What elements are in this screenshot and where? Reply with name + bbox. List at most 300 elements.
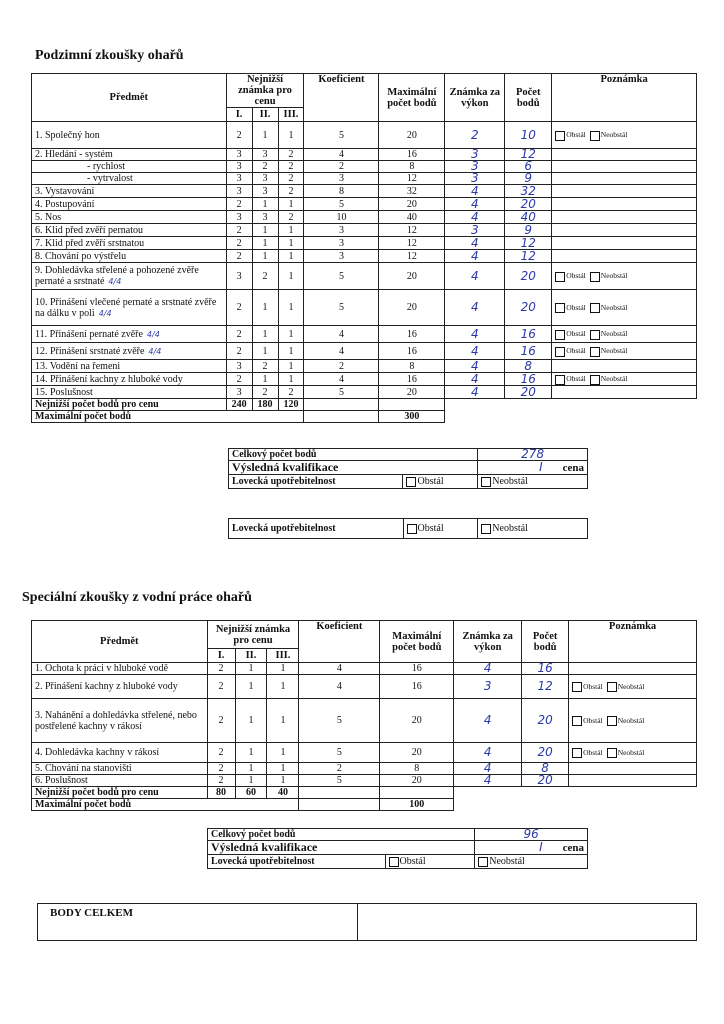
obstal-label: Obstál [583,715,603,725]
cell-g2: 3 [252,211,278,224]
points-cell[interactable]: 20 [505,263,552,290]
cell-max: 8 [379,360,445,373]
note-cell [552,250,697,263]
grade-cell[interactable]: 4 [454,663,522,675]
cell-max: 8 [380,763,454,775]
cell-g3: 1 [278,343,304,360]
neobstal-label: Neobstál [492,476,528,487]
subject-label: 4. Postupování [35,198,95,210]
cell-g1: 2 [226,290,252,326]
grade-cell[interactable]: 4 [454,743,522,763]
grade-cell[interactable]: 4 [445,326,505,343]
note-neobstal[interactable] [607,716,645,725]
cell-max: 16 [379,373,445,386]
checkbox-icon[interactable] [481,477,491,487]
grade-cell[interactable]: 3 [445,173,505,185]
water-summary [207,828,588,869]
cell-g3: 1 [278,198,304,211]
points-cell[interactable]: 16 [505,373,552,386]
note-cell [552,173,697,185]
header-prize-1: I. [226,108,252,122]
note-cell [552,386,697,399]
subject-label: 2. Hledání - systém [35,149,113,160]
checkbox-icon[interactable] [406,477,416,487]
checkbox-icon[interactable] [590,131,600,141]
points-cell[interactable]: 16 [505,326,552,343]
grade-cell[interactable]: 4 [454,763,522,775]
cell-g3: 2 [278,211,304,224]
header-max-points: Maximální počet bodů [380,621,454,663]
cell-max: 16 [380,675,454,699]
subject-label: 3. Nahánění a dohledávka střelené, nebo postřelené kachny v rákosí [35,709,197,732]
header-note: Poznámka [552,74,697,122]
checkbox-icon[interactable] [555,347,565,357]
header-coef: Koeficient [299,621,380,663]
points-cell[interactable]: 9 [505,173,552,185]
cell-g2: 1 [252,198,278,211]
subject-cell [32,290,227,326]
cell-g3: 1 [278,263,304,290]
body-celkem-value[interactable] [357,904,696,941]
cell-coef: 4 [299,663,380,675]
subject-label: 11. Přinášení pernaté zvěře [35,328,143,340]
subject-label: - rychlost [87,161,126,172]
cell-g1: 2 [226,326,252,343]
cell-coef: 4 [304,343,379,360]
neobstal-label: Neobstál [600,329,628,339]
points-cell[interactable]: 32 [505,185,552,198]
note-obstal[interactable] [555,329,586,338]
table-row [32,263,697,290]
autumn-hunt-box-2 [228,518,588,539]
grade-cell[interactable]: 2 [445,122,505,149]
subject-label: 12. Přinášení srstnaté zvěře [35,345,145,357]
note-neobstal[interactable] [590,271,628,280]
cell-g2: 1 [252,250,278,263]
cell-coef: 2 [304,161,379,173]
cell-g3: 1 [267,743,299,763]
water-title: Speciální zkoušky z vodní práce ohařů [22,590,252,605]
min-total-value: 80 [207,787,235,799]
note-obstal[interactable] [555,303,586,312]
obstal-label: Obstál [566,302,586,312]
checkbox-icon[interactable] [607,682,617,692]
table-row [32,224,697,237]
checkbox-icon[interactable] [590,330,600,340]
note-obstal[interactable] [555,374,586,383]
table-row [32,250,697,263]
body-celkem-box [37,903,697,941]
points-cell[interactable]: 20 [505,290,552,326]
autumn-qual-label: Výsledná kvalifikace [229,461,478,475]
table-row [32,198,697,211]
subject-cell [32,343,227,360]
cell-g3: 1 [267,763,299,775]
cell-g2: 1 [252,237,278,250]
checkbox-icon[interactable] [607,716,617,726]
cell-g2: 1 [252,122,278,149]
checkbox-icon[interactable] [555,131,565,141]
note-cell [552,122,697,149]
cell-coef: 5 [304,198,379,211]
points-cell[interactable]: 20 [522,743,569,763]
hunt-2-obstal[interactable] [403,519,478,539]
cell-g1: 3 [226,386,252,399]
obstal-label: Obstál [399,856,426,867]
table-row [32,290,697,326]
cell-max: 40 [379,211,445,224]
autumn-cena: cena [562,461,584,474]
table-row [32,360,697,373]
subject-cell [32,775,208,787]
note-neobstal[interactable] [590,303,628,312]
cell-max: 32 [379,185,445,198]
obstal-label: Obstál [566,374,586,384]
checkbox-icon[interactable] [481,524,491,534]
table-row [32,763,697,775]
points-cell[interactable]: 20 [522,775,569,787]
header-subject: Předmět [32,74,227,122]
body-celkem-label: BODY CELKEM [38,904,358,941]
cell-g3: 1 [278,326,304,343]
table-row [32,775,697,787]
cell-g3: 1 [278,373,304,386]
max-total-label: Maximální počet bodů [32,411,304,423]
cell-max: 20 [379,263,445,290]
note-obstal[interactable] [555,346,586,355]
table-row [32,326,697,343]
grade-cell[interactable]: 4 [445,343,505,360]
cell-g2: 1 [235,743,267,763]
cell-g1: 2 [207,743,235,763]
header-prize-3: III. [267,649,299,663]
points-cell[interactable]: 40 [505,211,552,224]
subject-label: 10. Přinášení vlečené pernaté a srstnaté zvěře na dálku v poli [35,296,217,319]
cell-g3: 1 [278,224,304,237]
cell-g1: 3 [226,185,252,198]
note-cell [569,675,697,699]
cell-g2: 2 [252,360,278,373]
cell-g3: 1 [267,775,299,787]
note-cell [552,343,697,360]
header-min-grade: Nejnižší známka pro cenu [226,74,304,108]
grade-cell[interactable]: 4 [445,250,505,263]
cell-g3: 2 [278,161,304,173]
subject-label: 7. Klid před zvěří srstnatou [35,237,145,249]
subject-cell [32,161,227,173]
points-cell[interactable]: 12 [522,675,569,699]
neobstal-label: Neobstál [617,715,645,725]
grade-cell[interactable]: 4 [454,699,522,743]
subject-label: 6. Poslušnost [35,775,88,786]
cell-g3: 1 [267,675,299,699]
grade-cell[interactable]: 4 [445,237,505,250]
table-row [32,237,697,250]
cell-coef: 5 [299,775,380,787]
checkbox-icon[interactable] [572,748,582,758]
checkbox-icon[interactable] [590,347,600,357]
table-row [32,211,697,224]
cell-max: 16 [380,663,454,675]
cell-g1: 3 [226,360,252,373]
note-neobstal[interactable] [590,374,628,383]
cell-max: 20 [379,122,445,149]
table-row [32,373,697,386]
cell-g2: 1 [235,663,267,675]
points-cell[interactable]: 6 [505,161,552,173]
checkbox-icon[interactable] [555,303,565,313]
cell-max: 12 [379,224,445,237]
checkbox-icon[interactable] [555,375,565,385]
handwritten-mark: 4/4 [146,329,160,339]
water-qual-label: Výsledná kvalifikace [208,841,475,855]
hunt-2-neobstal[interactable] [478,519,588,539]
header-subject: Předmět [32,621,208,663]
min-total-label: Nejnižší počet bodů pro cenu [32,399,227,411]
note-obstal[interactable] [555,130,586,139]
subject-cell [32,122,227,149]
points-cell[interactable]: 12 [505,250,552,263]
grade-cell[interactable]: 4 [445,360,505,373]
note-neobstal[interactable] [590,130,628,139]
grade-cell[interactable]: 3 [445,224,505,237]
cell-g1: 2 [207,663,235,675]
header-grade-perf: Známka za výkon [445,74,505,122]
points-cell[interactable]: 16 [522,663,569,675]
checkbox-icon[interactable] [590,272,600,282]
cell-g1: 2 [207,699,235,743]
checkbox-icon[interactable] [555,330,565,340]
points-cell[interactable]: 12 [505,237,552,250]
points-cell[interactable]: 8 [505,360,552,373]
note-neobstal[interactable] [607,748,645,757]
cell-coef: 3 [304,237,379,250]
subject-label: 5. Chování na stanovišti [35,763,132,774]
neobstal-label: Neobstál [489,856,525,867]
cell-g3: 2 [278,386,304,399]
min-total-value: 40 [267,787,299,799]
cell-coef: 4 [304,326,379,343]
grade-cell[interactable]: 4 [445,263,505,290]
cell-g1: 3 [226,149,252,161]
cell-g1: 2 [207,775,235,787]
subject-cell [32,663,208,675]
cell-g1: 2 [226,373,252,386]
cell-g3: 1 [278,250,304,263]
grade-cell[interactable]: 3 [445,161,505,173]
grade-cell[interactable]: 4 [445,290,505,326]
cell-max: 12 [379,250,445,263]
obstal-label: Obstál [566,329,586,339]
note-cell [552,211,697,224]
subject-cell [32,743,208,763]
note-obstal[interactable] [572,716,603,725]
header-prize-3: III. [278,108,304,122]
subject-cell [32,763,208,775]
header-prize-2: II. [252,108,278,122]
checkbox-icon[interactable] [555,272,565,282]
subject-label: 8. Chování po výstřelu [35,250,127,262]
min-total-value: 60 [235,787,267,799]
min-total-row [32,399,697,411]
subject-cell [32,224,227,237]
water-hunt-obstal[interactable] [385,855,475,869]
cell-coef: 2 [304,360,379,373]
points-cell[interactable]: 12 [505,149,552,161]
cell-g2: 1 [235,699,267,743]
subject-label: 3. Vystavování [35,185,95,197]
checkbox-icon[interactable] [478,857,488,867]
points-cell[interactable]: 9 [505,224,552,237]
checkbox-icon[interactable] [407,524,417,534]
cell-g2: 2 [252,161,278,173]
cell-coef: 5 [304,386,379,399]
note-cell [569,775,697,787]
points-cell[interactable]: 20 [505,198,552,211]
cell-coef: 2 [299,763,380,775]
note-cell [552,161,697,173]
note-cell [552,263,697,290]
grade-cell[interactable]: 3 [445,149,505,161]
subject-label: 14. Přinášení kachny z hluboké vody [35,373,183,385]
grade-cell[interactable]: 4 [445,185,505,198]
water-hunt-neobstal[interactable] [475,855,588,869]
autumn-hunt-obstal[interactable] [403,475,478,489]
cell-coef: 5 [304,122,379,149]
cell-g3: 2 [278,185,304,198]
note-obstal[interactable] [555,271,586,280]
water-table [31,620,697,811]
grade-cell[interactable]: 4 [445,373,505,386]
water-total-value: 96 [475,829,588,841]
note-cell [552,224,697,237]
min-total-value: 180 [252,399,278,411]
autumn-table [31,73,697,423]
checkbox-icon[interactable] [590,303,600,313]
checkbox-icon[interactable] [572,716,582,726]
cell-coef: 5 [304,290,379,326]
note-cell [552,237,697,250]
cell-max: 12 [379,173,445,185]
note-neobstal[interactable] [590,346,628,355]
max-total-value: 100 [380,799,454,811]
cell-coef: 3 [304,250,379,263]
cell-max: 20 [379,386,445,399]
cell-g1: 2 [226,250,252,263]
grade-cell[interactable]: 4 [454,775,522,787]
cell-g1: 2 [226,343,252,360]
grade-cell[interactable]: 4 [445,198,505,211]
neobstal-label: Neobstál [617,747,645,757]
table-row [32,185,697,198]
subject-cell [32,386,227,399]
points-cell[interactable]: 10 [505,122,552,149]
table-row [32,386,697,399]
cell-coef: 5 [304,263,379,290]
subject-cell [32,185,227,198]
note-cell [569,743,697,763]
points-cell[interactable]: 20 [505,386,552,399]
header-max-points: Maximální počet bodů [379,74,445,122]
obstal-label: Obstál [583,681,603,691]
neobstal-label: Neobstál [600,346,628,356]
neobstal-label: Neobstál [600,271,628,281]
cell-g2: 2 [252,386,278,399]
note-cell [552,198,697,211]
note-cell [552,185,697,198]
cell-g1: 2 [226,122,252,149]
cell-max: 16 [379,326,445,343]
note-neobstal[interactable] [607,682,645,691]
cell-coef: 8 [304,185,379,198]
table-row [32,173,697,185]
note-neobstal[interactable] [590,329,628,338]
points-cell[interactable]: 20 [522,699,569,743]
autumn-hunt-neobstal[interactable] [478,475,588,489]
table-row [32,161,697,173]
cell-g2: 1 [252,290,278,326]
points-cell[interactable]: 16 [505,343,552,360]
checkbox-icon[interactable] [590,375,600,385]
note-cell [552,373,697,386]
cell-max: 20 [380,699,454,743]
max-total-label: Maximální počet bodů [32,799,299,811]
obstal-label: Obstál [417,476,444,487]
checkbox-icon[interactable] [389,857,399,867]
obstal-label: Obstál [566,346,586,356]
checkbox-icon[interactable] [572,682,582,692]
grade-cell[interactable]: 4 [445,386,505,399]
min-total-value: 120 [278,399,304,411]
water-cena: cena [562,841,584,854]
subject-label: 9. Dohledávka střelené a pohozené zvěře pernaté a srstnaté [35,265,199,287]
subject-cell [32,237,227,250]
handwritten-mark: 4/4 [98,308,112,318]
checkbox-icon[interactable] [607,748,617,758]
subject-cell [32,250,227,263]
neobstal-label: Neobstál [492,523,528,534]
subject-label: 2. Přinášení kachny z hluboké vody [35,681,178,692]
grade-cell[interactable]: 3 [454,675,522,699]
autumn-total-label: Celkový počet bodů [229,449,478,461]
note-cell [569,663,697,675]
cell-g1: 3 [226,161,252,173]
cell-g3: 1 [267,663,299,675]
cell-g1: 2 [207,763,235,775]
obstal-label: Obstál [566,271,586,281]
handwritten-mark: 4/4 [108,277,122,286]
note-obstal[interactable] [572,748,603,757]
table-row [32,743,697,763]
table-row [32,699,697,743]
grade-cell[interactable]: 4 [445,211,505,224]
note-obstal[interactable] [572,682,603,691]
points-cell[interactable]: 8 [522,763,569,775]
note-cell [552,326,697,343]
max-total-row [32,411,697,423]
table-row [32,149,697,161]
obstal-label: Obstál [566,130,586,140]
handwritten-mark: 4/4 [148,346,162,356]
header-note: Poznámka [569,621,697,663]
subject-label: 13. Vodění na řemeni [35,360,121,372]
cell-max: 8 [379,161,445,173]
min-total-value: 240 [226,399,252,411]
cell-g2: 3 [252,173,278,185]
autumn-title: Podzimní zkoušky ohařů [35,48,184,63]
autumn-hunt-label: Lovecká upotřebitelnost [229,475,403,489]
cell-coef: 4 [304,373,379,386]
